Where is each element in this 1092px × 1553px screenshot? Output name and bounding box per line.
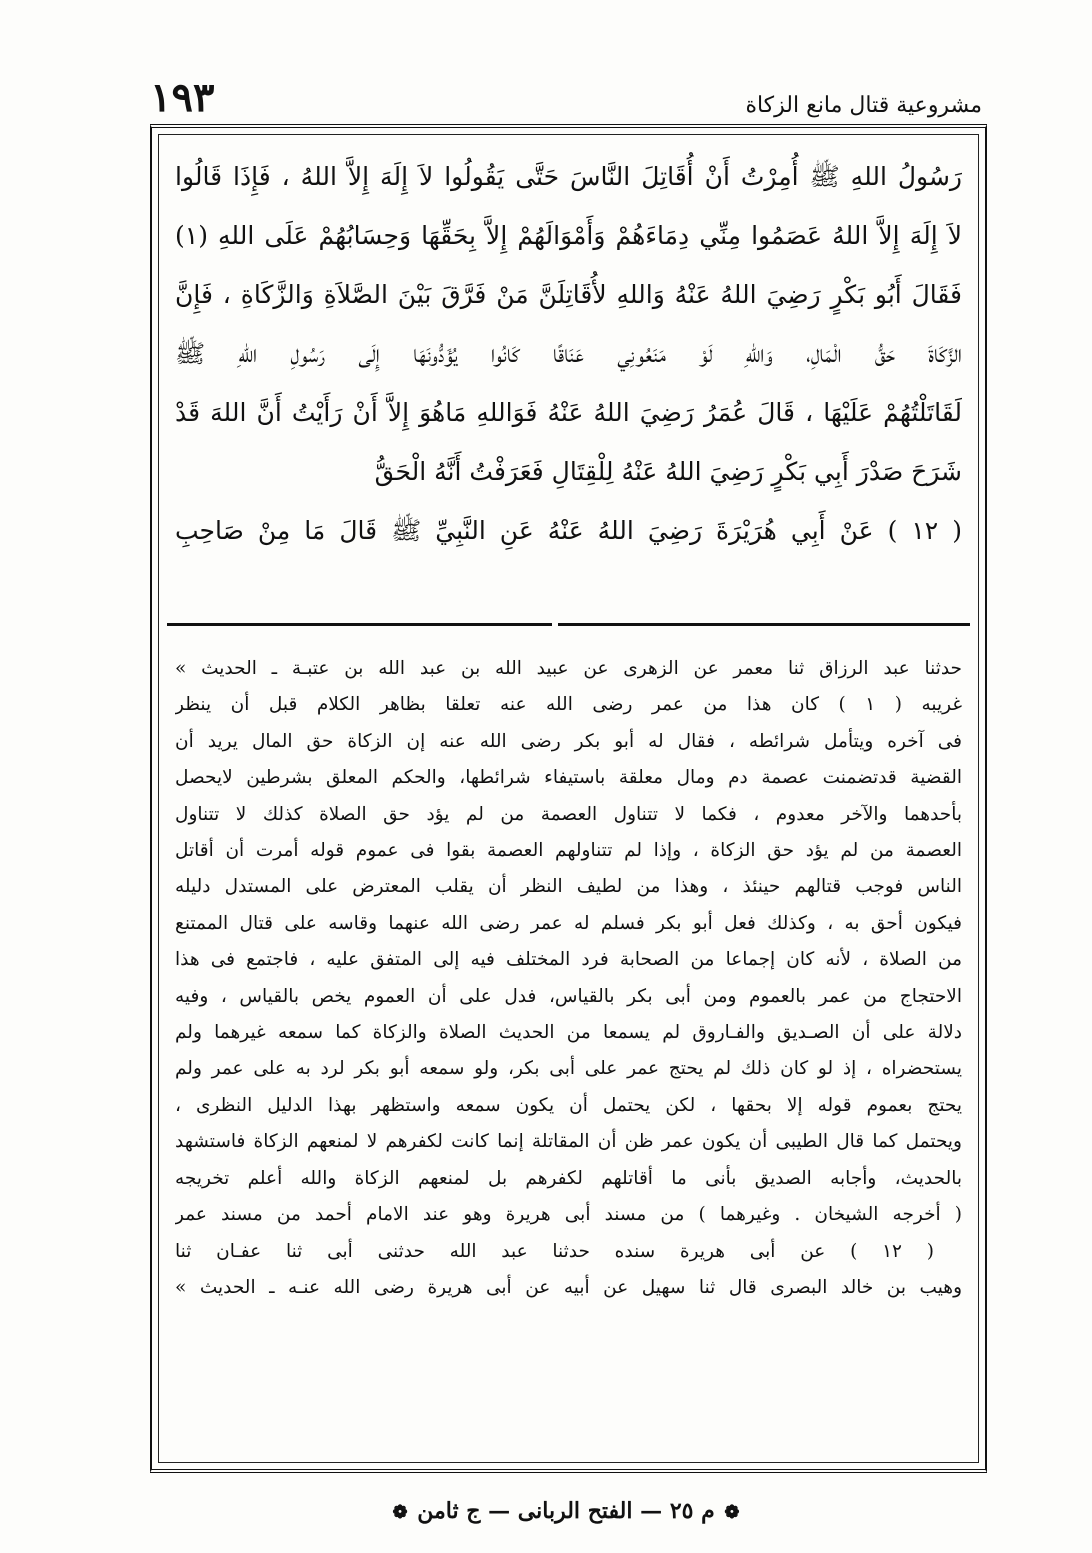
note-line: الناس فوجب قتالهم حينئذ ، وهذا من لطيف النظر أن يقلب المعترض على المستدل دليله: [175, 876, 962, 898]
page-number: ١٩٣: [150, 74, 215, 121]
section-divider: [167, 623, 970, 634]
note-line: يستحضراه ، إذ لو كان ذلك لم يحتج عمر على أبى بكر، ولو سمعه أبو بكر لرد به على عمر ولم: [175, 1058, 962, 1080]
commentary-notes: [175, 651, 962, 1306]
note-line: العصمة من لم يؤد حق الزكاة ، وإذا لم تتناولهم العصمة بقوا فى عموم قوله أمرت أن أقاتل: [175, 840, 962, 862]
note-line: القضية قدتضمنت عصمة دم ومال معلقة باستيفاء شرائطها، والحكم المعلق بشرطين لايحصل: [175, 767, 962, 789]
note-line: ( أخرجه الشيخان . وغيرهما ) من مسند أبى هريرة وهو عند الامام أحمد من مسند عمر: [175, 1204, 962, 1226]
main-text-line: شَرَحَ صَدْرَ أَبِي بَكْرٍ رَضِيَ اللهُ عَنْهُ لِلْقِتَالِ فَعَرَفْتُ أَنَّهُ الْحَقُّ: [374, 457, 962, 486]
page-frame: [150, 124, 987, 1473]
note-line: بالحديث، وأجابه الصديق بأنى ما أقاتلهم لكفرهم بل لمنعهم الزكاة والله أعلم تخريجه: [175, 1167, 962, 1189]
page-footer: [150, 1498, 982, 1524]
page-header: [150, 74, 982, 121]
ornament-icon: ❁: [392, 1502, 408, 1523]
note-line: فيكون أحق به ، وكذلك فعل أبو بكر فسلم له عمر رضى الله عنهما وقاسه على قتال الممتنع: [175, 912, 962, 934]
running-title: مشروعية قتال مانع الزكاة: [745, 93, 982, 118]
ornament-icon: ❁: [724, 1502, 740, 1523]
inner-frame: [158, 134, 979, 1463]
note-line: فى آخره ويتأمل شرائطه ، فقال له أبو بكر رضى الله عنه إن الزكاة حق المال يريد أن: [175, 730, 962, 752]
main-text-line: لَقَاتَلْتُهُمْ عَلَيْهَا ، قَالَ عُمَرُ رَضِيَ اللهُ عَنْهُ فَوَاللهِ مَاهُوَ إِلاَّ أَنْ رَأَيْتُ أَنَّ اللهَ قَدْ: [175, 398, 962, 427]
note-line: يحتج بعموم قوله إلا بحقها ، لكن يحتمل أن يكون سمعه واستظهر بهذا الدليل النظرى ،: [175, 1094, 962, 1116]
main-text-line: لاَ إِلَهَ إِلاَّ اللهُ عَصَمُوا مِنِّي دِمَاءَهُمْ وَأَمْوَالَهُمْ إِلاَّ بِحَقِّهَا وَحِسَابُهُمْ عَلَى اللهِ (١): [175, 221, 962, 250]
note-line: دلالة على أن الصـديق والفـاروق لم يسمعا من الحديث الصلاة والزكاة كما سمعه غيرهما ولم: [175, 1022, 962, 1044]
main-text-line: فَقَالَ أَبُو بَكْرٍ رَضِيَ اللهُ عَنْهُ وَاللهِ لأُقَاتِلَنَّ مَنْ فَرَّقَ بَيْنَ الصَّلاَةِ وَالزَّكَاةِ ، فَإِنَّ: [175, 280, 962, 309]
note-line: حدثنا عبد الرزاق ثنا معمر عن الزهرى عن عبيد الله بن عبد الله بن عتبـة ـ الحديث »: [175, 658, 962, 679]
note-line: الاحتجاج من عمر بالعموم ومن أبى بكر بالقياس، فدل على أن العموم يخص بالقياس ، وفيه: [175, 985, 962, 1007]
note-line: ( ١٢ ) عن أبى هريرة سنده حدثنا عبد الله حدثنى أبى ثنا عفـان ثنا: [175, 1240, 934, 1262]
note-line: وهيب بن خالد البصرى قال ثنا سهيل عن أبيه عن أبى هريرة رضى الله عنـه ـ الحديث »: [175, 1276, 962, 1298]
main-text-line: ( ١٢ ) عَنْ أَبِي هُرَيْرَةَ رَضِيَ اللهُ عَنْهُ عَنِ النَّبِيِّ ﷺ قَالَ مَا مِنْ صَاحِبِ: [175, 516, 962, 545]
note-line: من الصلاة ، لأنه كان إجماعا من الصحابة فرد المختلف فيه إلى المتفق عليه ، فاجتمع فى هذا: [175, 949, 962, 971]
main-text-line: رَسُولُ اللهِ ﷺ أُمِرْتُ أَنْ أُقَاتِلَ النَّاسَ حَتَّى يَقُولُوا لاَ إِلَهَ إِلاَّ اللهُ ، فَإِذَا قَالُوا: [175, 162, 962, 191]
footer-signature: م ٢٥ — الفتح الربانى — ج ثامن: [417, 1498, 715, 1524]
main-hadith-text: [175, 147, 962, 560]
note-line: غريبه ( ١ ) كان هذا من عمر رضى الله عنه تعلقا بظاهر الكلام قبل أن ينظر: [175, 694, 962, 716]
note-line: ويحتمل كما قال الطيبى أن يكون عمر ظن أن المقاتلة إنما كانت لكفرهم لا لمنعهم الزكاة فاستشهد: [175, 1131, 962, 1153]
note-line: بأحدهما والآخر معدوم ، فكما لا تتناول العصمة من لم يؤد حق الصلاة كذلك لا تتناول: [175, 803, 962, 825]
main-text-line: الزَّكَاةَ حَقُّ الْمَالِ، وَاللهِ لَوْ مَنَعُونِي عَنَاقًا كَانُوا يُؤَدُّونَهَا إِلَى رَسُولِ اللهِ ﷺ: [175, 339, 962, 368]
